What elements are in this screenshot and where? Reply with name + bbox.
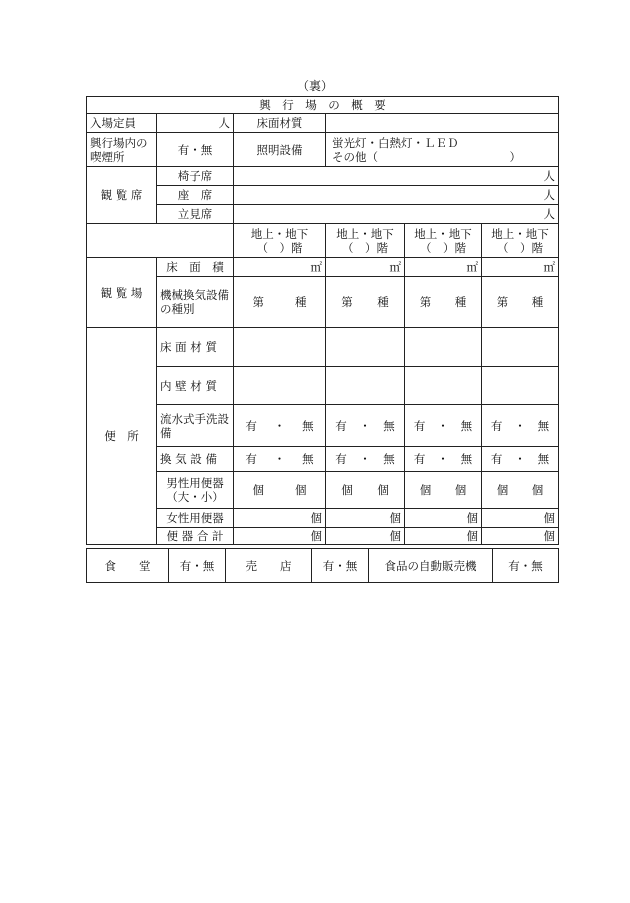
vending-machine-value[interactable]: 有・無 — [493, 549, 559, 583]
toilet-wall-material-3[interactable] — [405, 367, 482, 405]
lighting-field[interactable] — [326, 133, 559, 167]
toilet-wall-material-label: 内 壁 材 質 — [157, 367, 234, 405]
chair-seat-count-field[interactable] — [234, 167, 559, 186]
total-count-3[interactable]: 個 — [405, 528, 482, 545]
viewing-area-label: 観 覧 場 — [87, 258, 157, 328]
seat-unit: 人 — [543, 188, 555, 202]
toilets-label: 便 所 — [87, 328, 157, 545]
seat-type-standing: 立見席 — [157, 205, 234, 224]
handwash-3[interactable]: 有 ・ 無 — [405, 405, 482, 447]
toilet-wall-material-4[interactable] — [482, 367, 559, 405]
sheet-side-label: （裏） — [296, 79, 333, 93]
form-title: 興 行 場 の 概 要 — [87, 97, 559, 114]
female-count-3[interactable]: 個 — [405, 509, 482, 528]
toilet-ventilation-label: 換 気 設 備 — [157, 447, 234, 472]
vending-machine-label: 食品の自動販売機 — [369, 549, 493, 583]
area-field-3[interactable]: ㎡ — [405, 258, 482, 277]
shop-label: 売 店 — [226, 549, 312, 583]
toilet-wall-material-2[interactable] — [326, 367, 405, 405]
vent-kind-1[interactable]: 第 種 — [234, 277, 326, 328]
lighting-options: 蛍光灯・白熱灯・ＬＥＤ — [332, 135, 459, 150]
shop-value[interactable]: 有・無 — [312, 549, 369, 583]
area-field-1[interactable]: ㎡ — [234, 258, 326, 277]
toilet-floor-material-4[interactable] — [482, 328, 559, 367]
floor-material-label: 床面材質 — [234, 114, 326, 133]
total-count-2[interactable]: 個 — [326, 528, 405, 545]
lighting-other-close: ） — [509, 149, 521, 164]
lighting-other: その他（ — [332, 149, 378, 164]
capacity-field[interactable] — [157, 114, 234, 133]
floor-header-3[interactable]: 地上・地下 （ ）階 — [405, 224, 482, 258]
floor-header-blank — [87, 224, 234, 258]
female-count-4[interactable]: 個 — [482, 509, 559, 528]
total-count-1[interactable]: 個 — [234, 528, 326, 545]
seat-type-chair: 椅子席 — [157, 167, 234, 186]
facility-overview-table — [86, 96, 559, 545]
area-field-4[interactable]: ㎡ — [482, 258, 559, 277]
toilet-floor-material-2[interactable] — [326, 328, 405, 367]
seating-label: 観 覧 席 — [87, 167, 157, 224]
seat-type-floor: 座 席 — [157, 186, 234, 205]
handwash-1[interactable]: 有 ・ 無 — [234, 405, 326, 447]
toilet-wall-material-1[interactable] — [234, 367, 326, 405]
toilet-floor-material-1[interactable] — [234, 328, 326, 367]
floor-header-2[interactable]: 地上・地下 （ ）階 — [326, 224, 405, 258]
male-count-4[interactable]: 個 個 — [482, 472, 559, 509]
total-count-4[interactable]: 個 — [482, 528, 559, 545]
handwash-2[interactable]: 有 ・ 無 — [326, 405, 405, 447]
standing-count-field[interactable] — [234, 205, 559, 224]
vent-kind-3[interactable]: 第 種 — [405, 277, 482, 328]
handwash-4[interactable]: 有 ・ 無 — [482, 405, 559, 447]
male-count-2[interactable]: 個 個 — [326, 472, 405, 509]
toilet-floor-material-label: 床 面 材 質 — [157, 328, 234, 367]
vent-kind-2[interactable]: 第 種 — [326, 277, 405, 328]
female-count-1[interactable]: 個 — [234, 509, 326, 528]
toilet-vent-2[interactable]: 有 ・ 無 — [326, 447, 405, 472]
capacity-unit: 人 — [218, 116, 230, 130]
smoking-area-value[interactable]: 有・無 — [157, 133, 234, 167]
seat-unit: 人 — [543, 207, 555, 221]
male-count-1[interactable]: 個 個 — [234, 472, 326, 509]
seat-unit: 人 — [543, 169, 555, 183]
male-count-3[interactable]: 個 個 — [405, 472, 482, 509]
floor-material-field[interactable] — [326, 114, 559, 133]
toilet-vent-4[interactable]: 有 ・ 無 — [482, 447, 559, 472]
smoking-area-label: 興行場内の喫煙所 — [87, 133, 157, 167]
total-toilets-label: 便 器 合 計 — [157, 528, 234, 545]
handwash-label: 流水式手洗設備 — [157, 405, 234, 447]
female-toilet-label: 女性用便器 — [157, 509, 234, 528]
floor-header-1[interactable]: 地上・地下 （ ）階 — [234, 224, 326, 258]
viewing-floor-area-label: 床 面 積 — [157, 258, 234, 277]
facilities-table — [86, 548, 559, 583]
area-field-2[interactable]: ㎡ — [326, 258, 405, 277]
ventilation-type-label: 機械換気設備の種別 — [157, 277, 234, 328]
toilet-vent-3[interactable]: 有 ・ 無 — [405, 447, 482, 472]
vent-kind-4[interactable]: 第 種 — [482, 277, 559, 328]
lighting-label: 照明設備 — [234, 133, 326, 167]
toilet-floor-material-3[interactable] — [405, 328, 482, 367]
floor-seat-count-field[interactable] — [234, 186, 559, 205]
male-toilet-label: 男性用便器（大・小） — [157, 472, 234, 509]
dining-label: 食 堂 — [87, 549, 169, 583]
toilet-vent-1[interactable]: 有 ・ 無 — [234, 447, 326, 472]
capacity-label: 入場定員 — [87, 114, 157, 133]
floor-header-4[interactable]: 地上・地下 （ ）階 — [482, 224, 559, 258]
dining-value[interactable]: 有・無 — [169, 549, 226, 583]
female-count-2[interactable]: 個 — [326, 509, 405, 528]
